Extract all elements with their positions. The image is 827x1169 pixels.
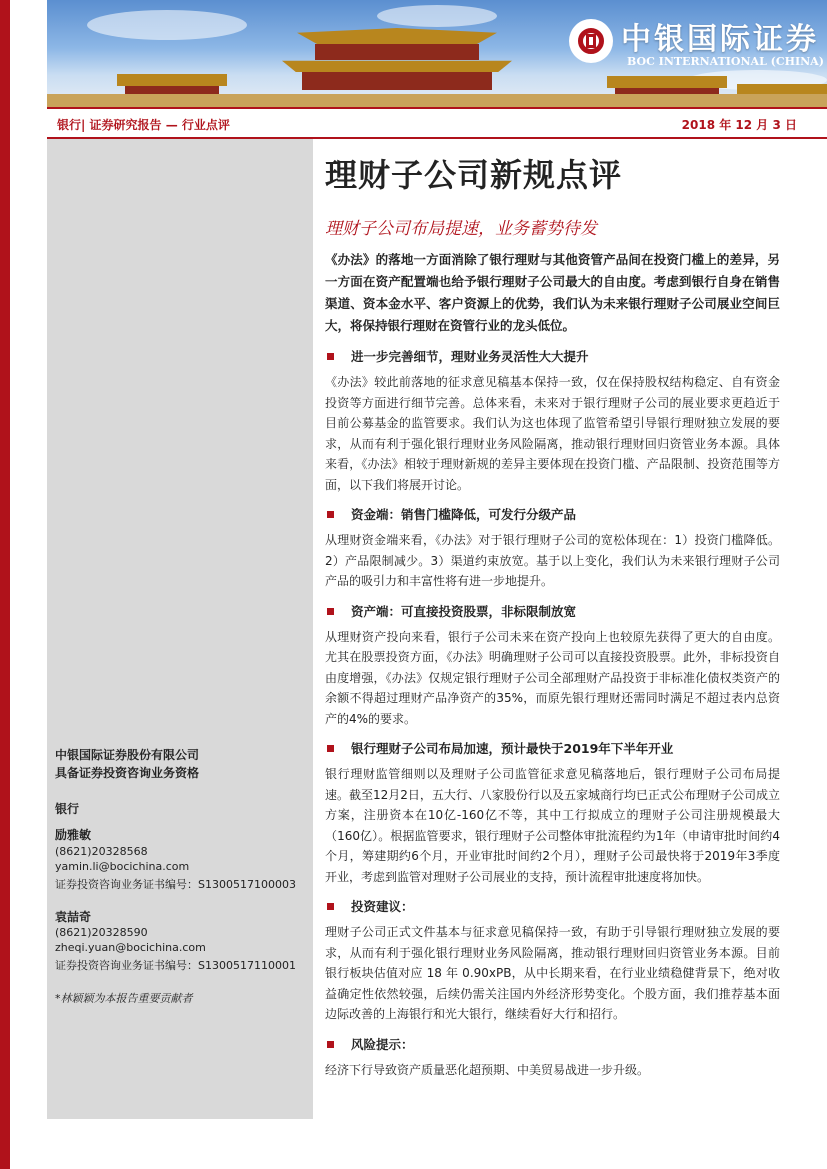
section-heading: 资产端：可直接投资股票，非标限制放宽 [325, 602, 780, 622]
bullet-square-icon [327, 608, 334, 615]
analyst-phone: (8621)20328590 [55, 926, 148, 939]
analyst-name: 励雅敏 [55, 828, 92, 842]
report-info-bar [47, 107, 827, 139]
section-heading: 投资建议： [325, 897, 780, 917]
analyst-email[interactable]: yamin.li@bocichina.com [55, 860, 190, 873]
qualification: 具备证券投资咨询业务资格 [55, 766, 200, 780]
report-type: 银行| 证券研究报告 — 行业点评 [57, 118, 230, 132]
section-body: 《办法》较此前落地的征求意见稿基本保持一致，仅在保持股权结构稳定、自有资金投资等方面进行细节完善。总体来看，未来对于银行理财子公司的展业要求更趋近于目前公募基金的监管要求。我们认为这也体现了监管希望引导银行理财独立发展的要求，从而有利于强化银行理财业务风险隔离，推动银行理财回归资管业务本源。具体来看，《办法》相较于理财新规的差异主要体现在投资门槛、产品限制、投资范围等方面，以下我们将展开讨论。 [325, 375, 780, 492]
header-banner [47, 0, 827, 107]
section-heading: 资金端：销售门槛降低，可发行分级产品 [325, 505, 780, 525]
section-body: 从理财资金端来看，《办法》对于银行理财子公司的宽松体现在：1）投资门槛降低。2）产品限制减少。3）渠道约束放宽。基于以上变化，我们认为未来银行理财子公司产品的吸引力和丰富性将有进一步地提升。 [325, 533, 780, 588]
bullet-square-icon [327, 745, 334, 752]
sector-label: 银行 [55, 802, 80, 816]
section-body: 从理财资产投向来看，银行子公司未来在资产投向上也较原先获得了更大的自由度。尤其在股票投资方面，《办法》明确理财子公司可以直接投资股票。此外，非标投资自由度增强，《办法》仅规定银行理财子公司全部理财产品投资于非标准化债权类资产的余额不得超过理财产品净资产的35%，而原先银行理财还需同时满足不超过表内总资产的4%的要求。 [325, 629, 780, 726]
analyst-email[interactable]: zheqi.yuan@bocichina.com [55, 941, 206, 954]
bullet-square-icon [327, 903, 334, 910]
section-heading: 进一步完善细节，理财业务灵活性大大提升 [325, 347, 780, 367]
report-date: 2018 年 12 月 3 日 [681, 118, 797, 132]
contributor-note: *林颖颖为本报告重要贡献者 [55, 992, 193, 1005]
analyst-cert: 证券投资咨询业务证书编号：S1300517100003 [55, 878, 296, 891]
section-body: 经济下行导致资产质量恶化超预期、中美贸易战进一步升级。 [325, 1062, 650, 1077]
section-heading: 风险提示： [325, 1035, 780, 1055]
report-summary: 《办法》的落地一方面消除了银行理财与其他资管产品间在投资门槛上的差异，另一方面在资产配置端也给予银行理财子公司最大的自由度。考虑到银行自身在销售渠道、资本金水平、客户资源上的优势，我们认为未来银行理财子公司展业空间巨大，将保持银行理财在资管行业的龙头低位。 [325, 252, 780, 333]
analyst-cert: 证券投资咨询业务证书编号：S1300517110001 [55, 959, 296, 972]
company-name: 中银国际证券股份有限公司 [55, 748, 200, 762]
brand-name-en: BOC INTERNATIONAL (CHINA) [627, 55, 824, 68]
brand-name-cn: 中银国际证券 [621, 22, 819, 57]
analyst-phone: (8621)20328568 [55, 845, 148, 858]
analyst-name: 袁喆奇 [55, 910, 92, 924]
report-title: 理财子公司新规点评 [325, 156, 623, 194]
section-heading: 银行理财子公司布局加速，预计最快于2019年下半年开业 [325, 739, 780, 759]
boc-logo-icon [569, 19, 613, 63]
left-accent-line [0, 0, 10, 1169]
report-subtitle: 理财子公司布局提速，业务蓄势待发 [325, 219, 597, 239]
bullet-square-icon [327, 353, 334, 360]
bullet-square-icon [327, 511, 334, 518]
section-body: 银行理财监管细则以及理财子公司监管征求意见稿落地后，银行理财子公司布局提速。截至12月2日，五大行、八家股份行以及五家城商行均已正式公布理财子公司成立方案，注册资本在10亿-160亿不等，其中工行拟成立的理财子公司注册规模最大（160亿）。根据监管要求，银行理财子公司整体审批流程约为1年（申请审批时间约4个月，筹建期约6个月，开业审批时间约2个月），理财子公司最快将于2019年3季度开业，考虑到监管对理财子公司展业的支持，预计流程审批速度将加快。 [325, 767, 780, 884]
section-body: 理财子公司正式文件基本与征求意见稿保持一致，有助于引导银行理财独立发展的要求，从而有利于强化银行理财业务风险隔离，推动银行理财回归资管业务本源。目前银行板块估值对应 18 年 0.90xPB，从中长期来看，在行业业绩稳健背景下，绝对收益确定性依然较强，后续仍需关注国内外经济形势变化。个股方面，我们推荐基本面边际改善的上海银行和光大银行，继续看好大行和招行。 [325, 925, 780, 1021]
main-content [325, 150, 780, 1080]
bullet-square-icon [327, 1041, 334, 1048]
